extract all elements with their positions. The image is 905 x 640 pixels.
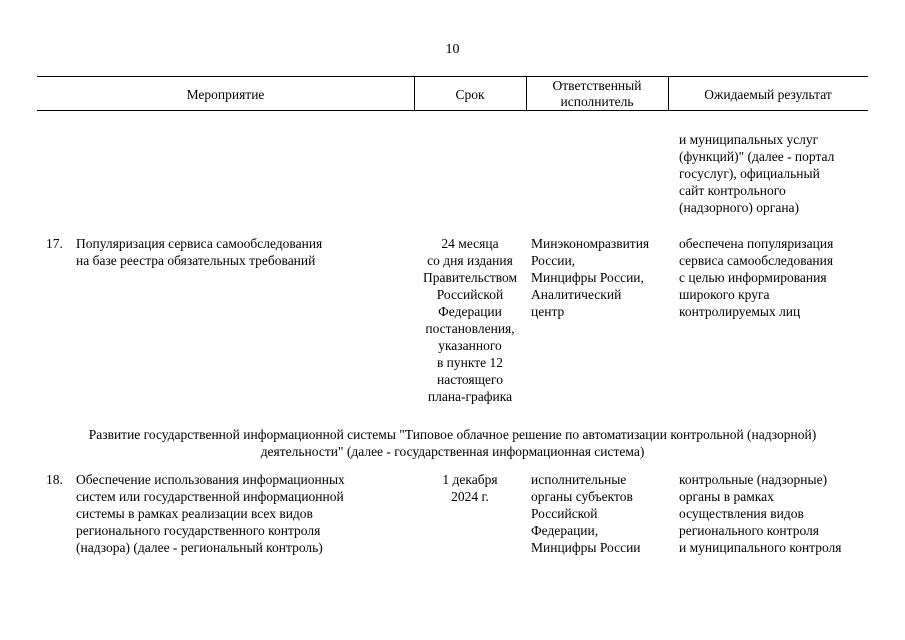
section-title: Развитие государственной информационной системы "Типовое облачное решение по автоматизации контрольной (надзорной) деятельности" (далее - государственная информационная система) bbox=[88, 427, 817, 459]
row-responsible: исполнительные органы субъектов Российской Федерации, Минцифры России bbox=[531, 472, 641, 555]
table-header-bottom-border bbox=[37, 110, 868, 111]
row-event: Обеспечение использования информационных систем или государственной информационной системы в рамках реализации всех видов регионального государственного контроля (надзора) (далее - региональный контроль) bbox=[76, 472, 345, 555]
row-result: обеспечена популяризация сервиса самообследования с целью информирования широкого круга контролируемых лиц bbox=[679, 236, 834, 319]
row-number: 17. bbox=[46, 236, 63, 251]
row-number: 18. bbox=[46, 472, 63, 487]
header-result: Ожидаемый результат bbox=[704, 87, 832, 102]
header-event: Мероприятие bbox=[186, 87, 265, 102]
row-result: контрольные (надзорные) органы в рамках осуществления видов регионального контроля и муниципального контроля bbox=[679, 472, 842, 555]
row-responsible: Минэкономразвития России, Минцифры России, Аналитический центр bbox=[531, 236, 650, 319]
row-event: Популяризация сервиса самообследования на базе реестра обязательных требований bbox=[76, 236, 323, 268]
header-deadline: Срок bbox=[455, 87, 485, 102]
page-number: 10 bbox=[445, 42, 460, 57]
header-responsible: Ответственный исполнитель bbox=[552, 78, 642, 109]
row-deadline: 24 месяца со дня издания Правительством Российской Федерации постановления, указанного в пункте 12 настоящего плана-графика bbox=[422, 236, 518, 404]
continuation-result: и муниципальных услуг (функций)" (далее - портал госуслуг), официальный сайт контрольного (надзорного) органа) bbox=[679, 132, 835, 215]
table-header-top-border bbox=[37, 76, 868, 77]
row-deadline: 1 декабря 2024 г. bbox=[442, 472, 498, 504]
